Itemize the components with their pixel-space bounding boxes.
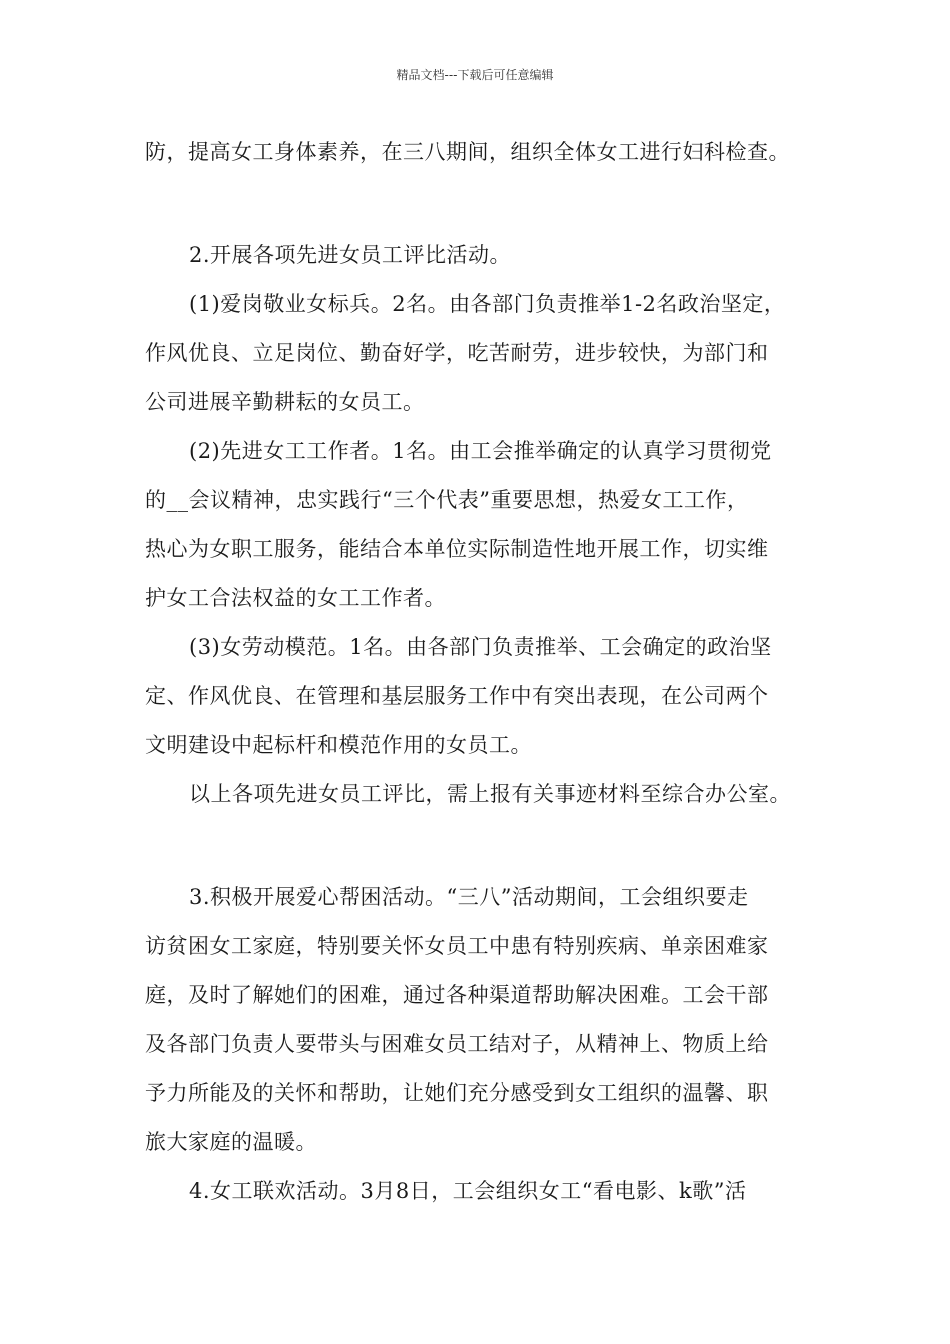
text-line: 以上各项先进女员工评比，需上报有关事迹材料至综合办公室。 <box>189 782 791 806</box>
text-line: 作风优良、立足岗位、勤奋好学，吃苦耐劳，进步较快，为部门和 <box>145 341 769 365</box>
section-heading: 3.积极开展爱心帮困活动。“三八”活动期间，工会组织要走 <box>189 885 749 909</box>
text-line: (2)先进女工工作者。1名。由工会推举确定的认真学习贯彻党 <box>189 439 772 463</box>
paragraph-gap <box>145 827 825 881</box>
paragraph-gap <box>145 185 825 239</box>
text-line: 庭，及时了解她们的困难，通过各种渠道帮助解决困难。工会干部 <box>145 983 769 1007</box>
text-line: 的__会议精神，忠实践行“三个代表”重要思想，热爱女工工作， <box>145 488 749 512</box>
text-line: 护女工合法权益的女工工作者。 <box>145 586 446 610</box>
text-line: 文明建设中起标杆和模范作用的女员工。 <box>145 733 532 757</box>
document-body <box>145 136 825 1224</box>
text-line: 公司进展辛勤耕耘的女员工。 <box>145 390 425 414</box>
text-line: 及各部门负责人要带头与困难女员工结对子，从精神上、物质上给 <box>145 1032 769 1056</box>
text-line: 热心为女职工服务，能结合本单位实际制造性地开展工作，切实维 <box>145 537 769 561</box>
text-line: 访贫困女工家庭，特别要关怀女员工中患有特别疾病、单亲困难家 <box>145 934 769 958</box>
text-line: (3)女劳动模范。1名。由各部门负责推举、工会确定的政治坚 <box>189 635 772 659</box>
section-heading: 4.女工联欢活动。3月8日，工会组织女工“看电影、k歌”活 <box>189 1179 747 1203</box>
text-line: 定、作风优良、在管理和基层服务工作中有突出表现，在公司两个 <box>145 684 769 708</box>
text-line: (1)爱岗敬业女标兵。2名。由各部门负责推举1-2名政治坚定， <box>189 292 786 316</box>
section-heading: 2.开展各项先进女员工评比活动。 <box>189 243 512 267</box>
text-line: 予力所能及的关怀和帮助，让她们充分感受到女工组织的温馨、职 <box>145 1081 769 1105</box>
text-line: 防，提高女工身体素养，在三八期间，组织全体女工进行妇科检查。 <box>145 140 790 164</box>
text-line: 旅大家庭的温暖。 <box>145 1130 317 1154</box>
page-header: 精品文档---下载后可任意编辑 <box>396 68 554 82</box>
